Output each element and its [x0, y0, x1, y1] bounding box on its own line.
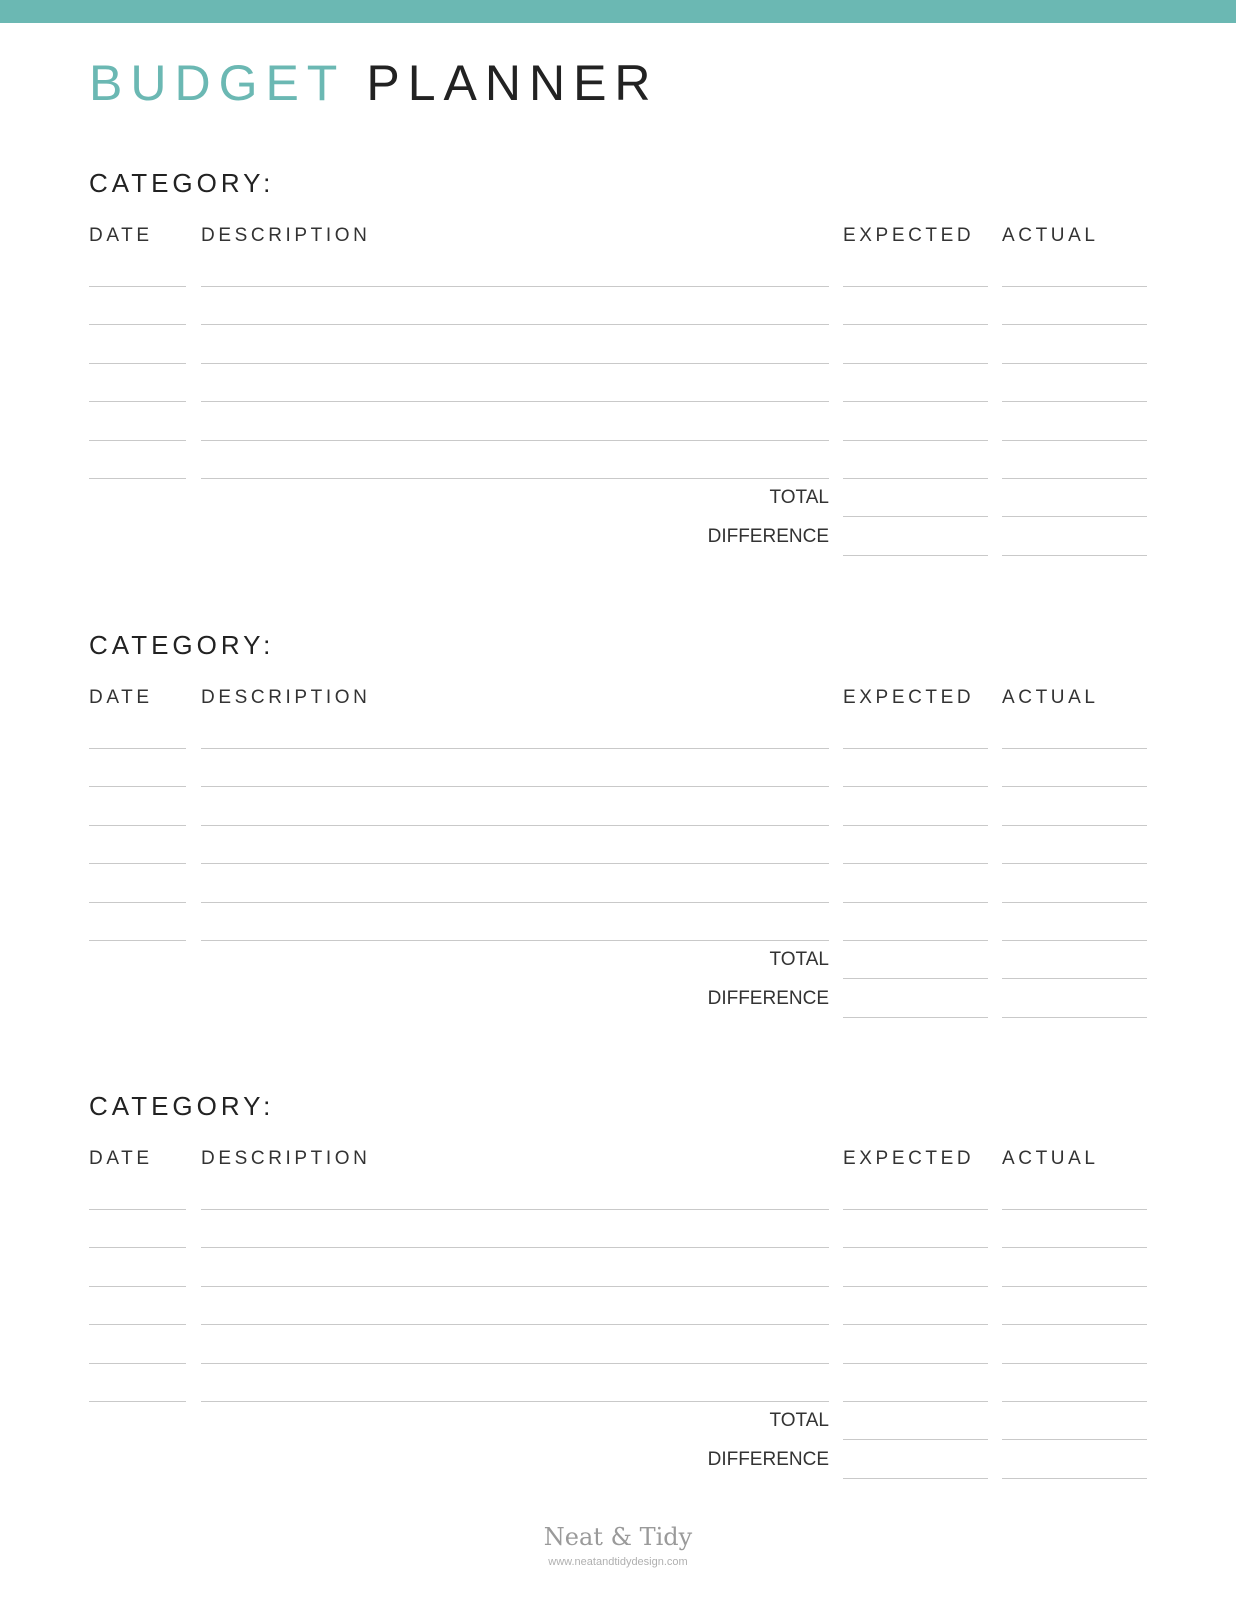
actual-entry-line[interactable] [1002, 1324, 1147, 1325]
actual-entry-line[interactable] [1002, 478, 1147, 479]
actual-entry-line[interactable] [1002, 940, 1147, 941]
date-entry-line[interactable] [89, 286, 186, 287]
date-entry-line[interactable] [89, 1286, 186, 1287]
top-accent-bar [0, 0, 1236, 23]
entry-row [0, 478, 1236, 516]
description-entry-line[interactable] [201, 1363, 829, 1364]
date-entry-line[interactable] [89, 440, 186, 441]
category-label: CATEGORY: [89, 630, 275, 660]
actual-entry-line[interactable] [1002, 1363, 1147, 1364]
date-entry-line[interactable] [89, 902, 186, 903]
description-entry-line[interactable] [201, 286, 829, 287]
total-row [0, 1410, 1236, 1477]
entry-row [0, 1247, 1236, 1285]
expected-difference-line[interactable] [843, 1017, 988, 1018]
difference-row [0, 525, 1236, 593]
entry-rows [0, 286, 1236, 593]
total-label: TOTAL [769, 1410, 829, 1432]
actual-entry-line[interactable] [1002, 363, 1147, 364]
date-entry-line[interactable] [89, 786, 186, 787]
description-entry-line[interactable] [201, 940, 829, 941]
entry-row [0, 902, 1236, 940]
entry-row [0, 940, 1236, 978]
date-entry-line[interactable] [89, 401, 186, 402]
expected-entry-line[interactable] [843, 825, 988, 826]
title-main-word: PLANNER [366, 55, 659, 111]
entry-row [0, 786, 1236, 824]
entry-row [0, 1209, 1236, 1247]
difference-row [0, 987, 1236, 1055]
description-entry-line[interactable] [201, 748, 829, 749]
brand-url: www.neatandtidydesign.com [548, 1556, 688, 1568]
expected-entry-line[interactable] [843, 478, 988, 479]
expected-entry-line[interactable] [843, 940, 988, 941]
description-entry-line[interactable] [201, 363, 829, 364]
actual-entry-line[interactable] [1002, 286, 1147, 287]
expected-total-line[interactable] [843, 516, 988, 517]
description-entry-line[interactable] [201, 401, 829, 402]
difference-label: DIFFERENCE [707, 525, 829, 547]
expected-entry-line[interactable] [843, 1363, 988, 1364]
actual-entry-line[interactable] [1002, 1247, 1147, 1248]
difference-label: DIFFERENCE [707, 1448, 829, 1470]
budget-section-2 [0, 632, 1236, 1062]
actual-entry-line[interactable] [1002, 1401, 1147, 1402]
actual-total-line[interactable] [1002, 1439, 1147, 1440]
title-accent-word: BUDGET [89, 55, 345, 111]
expected-total-line[interactable] [843, 978, 988, 979]
entry-row [0, 363, 1236, 401]
expected-entry-line[interactable] [843, 786, 988, 787]
expected-entry-line[interactable] [843, 440, 988, 441]
entry-row [0, 324, 1236, 362]
date-entry-line[interactable] [89, 1363, 186, 1364]
description-entry-line[interactable] [201, 863, 829, 864]
expected-difference-line[interactable] [843, 555, 988, 556]
description-entry-line[interactable] [201, 1324, 829, 1325]
actual-total-line[interactable] [1002, 516, 1147, 517]
actual-entry-line[interactable] [1002, 863, 1147, 864]
expected-entry-line[interactable] [843, 1324, 988, 1325]
date-entry-line[interactable] [89, 478, 186, 479]
entry-row [0, 863, 1236, 901]
actual-entry-line[interactable] [1002, 786, 1147, 787]
date-entry-line[interactable] [89, 1247, 186, 1248]
brand-logo: Neat & Tidy [543, 1523, 693, 1551]
difference-label: DIFFERENCE [707, 987, 829, 1009]
expected-total-line[interactable] [843, 1439, 988, 1440]
entry-row [0, 401, 1236, 439]
total-row [0, 949, 1236, 1016]
actual-column-header: ACTUAL [1002, 225, 1099, 246]
actual-column-header: ACTUAL [1002, 687, 1099, 708]
description-column-header: DESCRIPTION [201, 1148, 371, 1169]
actual-difference-line[interactable] [1002, 1478, 1147, 1479]
actual-entry-line[interactable] [1002, 401, 1147, 402]
entry-row [0, 1286, 1236, 1324]
entry-rows [0, 1209, 1236, 1516]
entry-row [0, 1363, 1236, 1401]
actual-entry-line[interactable] [1002, 440, 1147, 441]
expected-entry-line[interactable] [843, 324, 988, 325]
actual-difference-line[interactable] [1002, 1017, 1147, 1018]
total-label: TOTAL [769, 949, 829, 971]
entry-row [0, 1401, 1236, 1439]
description-entry-line[interactable] [201, 324, 829, 325]
expected-column-header: EXPECTED [843, 687, 975, 708]
description-entry-line[interactable] [201, 440, 829, 441]
total-row [0, 487, 1236, 554]
description-entry-line[interactable] [201, 1286, 829, 1287]
actual-entry-line[interactable] [1002, 1209, 1147, 1210]
date-entry-line[interactable] [89, 940, 186, 941]
date-entry-line[interactable] [89, 748, 186, 749]
expected-entry-line[interactable] [843, 1401, 988, 1402]
actual-entry-line[interactable] [1002, 748, 1147, 749]
expected-entry-line[interactable] [843, 902, 988, 903]
actual-column-header: ACTUAL [1002, 1148, 1099, 1169]
entry-row [0, 825, 1236, 863]
page-title [89, 55, 659, 111]
description-entry-line[interactable] [201, 902, 829, 903]
expected-entry-line[interactable] [843, 863, 988, 864]
entry-row [0, 748, 1236, 786]
description-entry-line[interactable] [201, 1209, 829, 1210]
description-entry-line[interactable] [201, 478, 829, 479]
actual-entry-line[interactable] [1002, 902, 1147, 903]
budget-section-3 [0, 1093, 1236, 1523]
description-entry-line[interactable] [201, 825, 829, 826]
actual-entry-line[interactable] [1002, 324, 1147, 325]
total-label: TOTAL [769, 487, 829, 509]
date-entry-line[interactable] [89, 1209, 186, 1210]
actual-difference-line[interactable] [1002, 555, 1147, 556]
expected-entry-line[interactable] [843, 1247, 988, 1248]
date-column-header: DATE [89, 687, 153, 708]
entry-row [0, 1324, 1236, 1362]
actual-entry-line[interactable] [1002, 1286, 1147, 1287]
budget-section-1 [0, 170, 1236, 600]
actual-total-line[interactable] [1002, 978, 1147, 979]
expected-entry-line[interactable] [843, 363, 988, 364]
entry-rows [0, 748, 1236, 1055]
category-label: CATEGORY: [89, 1091, 275, 1121]
description-column-header: DESCRIPTION [201, 687, 371, 708]
expected-column-header: EXPECTED [843, 1148, 975, 1169]
date-entry-line[interactable] [89, 1324, 186, 1325]
expected-column-header: EXPECTED [843, 225, 975, 246]
date-column-header: DATE [89, 225, 153, 246]
expected-entry-line[interactable] [843, 401, 988, 402]
date-entry-line[interactable] [89, 863, 186, 864]
date-column-header: DATE [89, 1148, 153, 1169]
description-column-header: DESCRIPTION [201, 225, 371, 246]
description-entry-line[interactable] [201, 786, 829, 787]
date-entry-line[interactable] [89, 825, 186, 826]
expected-entry-line[interactable] [843, 1209, 988, 1210]
expected-entry-line[interactable] [843, 286, 988, 287]
expected-difference-line[interactable] [843, 1478, 988, 1479]
category-label: CATEGORY: [89, 168, 275, 198]
description-entry-line[interactable] [201, 1247, 829, 1248]
expected-entry-line[interactable] [843, 748, 988, 749]
entry-row [0, 440, 1236, 478]
description-entry-line[interactable] [201, 1401, 829, 1402]
expected-entry-line[interactable] [843, 1286, 988, 1287]
date-entry-line[interactable] [89, 324, 186, 325]
difference-row [0, 1448, 1236, 1516]
entry-row [0, 286, 1236, 324]
date-entry-line[interactable] [89, 1401, 186, 1402]
date-entry-line[interactable] [89, 363, 186, 364]
actual-entry-line[interactable] [1002, 825, 1147, 826]
